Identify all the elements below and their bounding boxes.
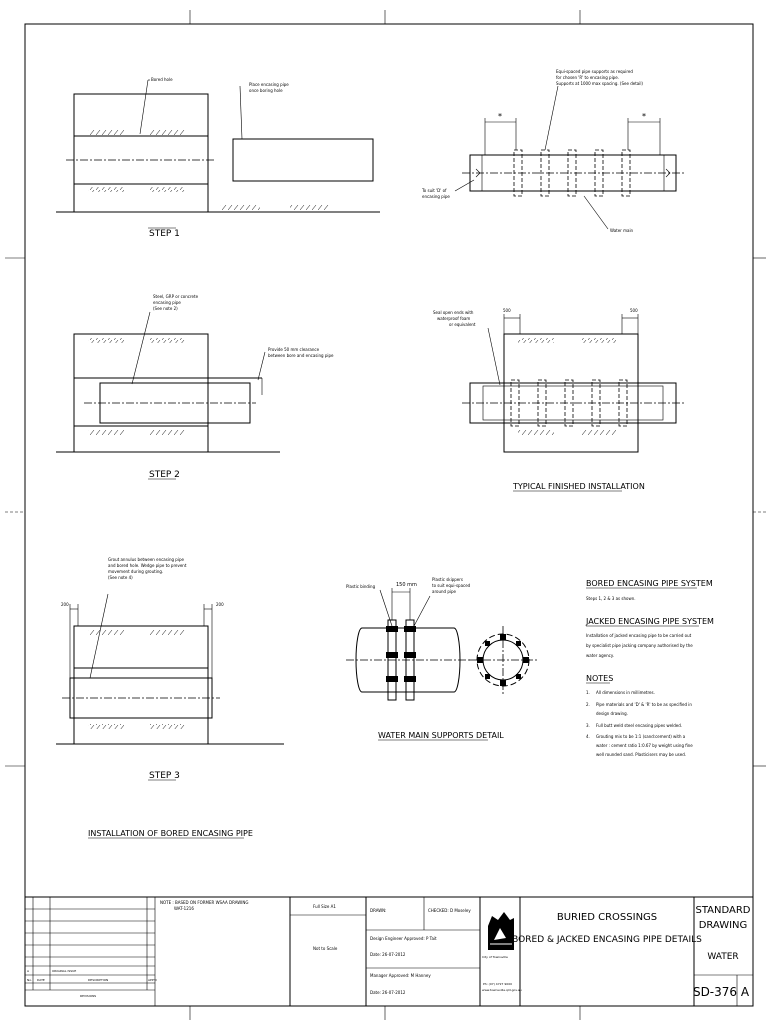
step-3-dim-left: 200: [61, 602, 69, 607]
note-4-text-1: Grouting mix to be 1:1 (sand:cement) with a: [596, 734, 686, 739]
drawing-label: DRAWING: [698, 920, 748, 931]
skipper-note-line-3: around pipe: [432, 589, 456, 594]
council-logo: [488, 912, 514, 950]
step-3-diagram: [56, 594, 284, 780]
supports-note-line-2: for chosen 'R' to encasing pipe.: [556, 75, 619, 80]
supports-note-line-3: Supports at 1000 max spacing. (See detail): [556, 81, 643, 86]
drawing-title-line-1: BURIED CROSSINGS: [556, 912, 658, 923]
drawing-number: SD-376: [692, 985, 738, 999]
note-3-num: 3.: [586, 723, 590, 728]
drawing-revision: A: [740, 985, 750, 999]
grout-note-line-4: (See note 4): [108, 575, 133, 580]
clearance-note-line-2: between bore and encasing pipe: [268, 353, 334, 358]
step-2-diagram: [56, 312, 280, 479]
supports-detail-diagram: [346, 588, 537, 740]
supports-detail-title: WATER MAIN SUPPORTS DETAIL: [378, 731, 504, 740]
installation-title: INSTALLATION OF BORED ENCASING PIPE: [88, 829, 253, 838]
standard-label: STANDARD: [695, 905, 751, 916]
design-date-label: Date: 26-07-2012: [370, 952, 406, 957]
notes-panel: [585, 579, 714, 757]
note-1-text: All dimensions in millimetres.: [596, 690, 655, 695]
notes-title: NOTES: [586, 674, 614, 683]
org-name: City of Townsville: [482, 955, 508, 959]
full-size-label: Full Size A1: [313, 904, 336, 909]
manager-date-label: Date: 26-07-2012: [370, 990, 406, 995]
clearance-note-line-1: Provide 50 mm clearance: [268, 347, 320, 352]
pipe-supports-diagram: [455, 86, 684, 229]
note-2-text-1: Pipe materials and 'D' & 'R' to be as specified in: [596, 702, 692, 707]
manager-label: Manager Approved: M Hanney: [370, 973, 431, 978]
finished-dim-left: 500: [503, 308, 511, 313]
note-3-text: Full butt weld steel encasing pipes welded.: [596, 723, 683, 728]
jacked-text-line-2: by specialist pipe jacking company authorised by the: [586, 643, 693, 648]
revision-description: ORIGINAL ISSUE: [52, 969, 77, 973]
design-engineer-label: Design Engineer Approved: P Tait: [370, 936, 437, 941]
grout-note-line-3: movement during grouting.: [108, 569, 164, 574]
encasing-note-line-1: Place encasing pipe: [249, 82, 289, 87]
based-on-note-line-1: NOTE : BASED ON FORMER WSAA DRAWING: [160, 900, 249, 905]
dim-mark-left: *: [498, 112, 502, 121]
drawing-title-line-2: BORED & JACKED ENCASING PIPE DETAILS: [512, 935, 702, 945]
sheet-border: [5, 10, 766, 1020]
column-appd: APP'D: [148, 978, 157, 982]
grout-note-line-2: and bored hole. Wedge pipe to prevent: [108, 563, 187, 568]
seal-note-line-3: or equivalent: [449, 322, 476, 327]
water-main-label: Water main: [610, 228, 634, 233]
revision-letter: A: [27, 969, 30, 973]
based-on-note-line-2: WAT-1216: [174, 906, 194, 911]
revisions-label: REVISIONS: [80, 994, 97, 998]
step-3-title: STEP 3: [149, 771, 180, 781]
scale-label: Not to Scale: [313, 946, 338, 951]
column-no: No.: [27, 978, 32, 982]
step-1-title: STEP 1: [149, 229, 180, 239]
skipper-note-line-2: to suit equi-spaced: [432, 583, 471, 588]
note-2-text-2: design drawing.: [596, 711, 628, 716]
finished-installation-diagram: [462, 314, 684, 491]
bored-system-title: BORED ENCASING PIPE SYSTEM: [586, 579, 713, 588]
spacing-label: 150 mm: [396, 582, 417, 588]
seal-note-line-1: Seal open ends with: [433, 310, 474, 315]
step-1-diagram: [56, 80, 380, 228]
pipe-note-line-3: (See note 2): [153, 306, 178, 311]
binding-label: Plastic binding: [346, 584, 376, 589]
finished-dim-right: 500: [630, 308, 638, 313]
seal-note-line-2: waterproof foam: [437, 316, 471, 321]
skipper-note-line-1: Plastic skippers: [432, 577, 463, 582]
suit-note-line-2: encasing pipe: [422, 194, 450, 199]
supports-note-line-1: Equi-spaced pipe supports as required: [556, 69, 633, 74]
step-3-dim-right: 200: [216, 602, 224, 607]
pipe-note-line-2: encasing pipe: [153, 300, 181, 305]
note-4-num: 4.: [586, 734, 590, 739]
jacked-system-title: JACKED ENCASING PIPE SYSTEM: [586, 617, 714, 626]
column-description: DESCRIPTION: [88, 978, 109, 982]
finished-title: TYPICAL FINISHED INSTALLATION: [513, 482, 645, 491]
column-date: DATE: [37, 978, 45, 982]
checked-label: CHECKED: D Moseley: [428, 908, 471, 913]
note-4-text-2: water : cement ratio 1:0.67 by weight using fine: [596, 743, 693, 748]
bored-hole-label: Bored hole: [151, 77, 173, 82]
org-website: www.townsville.qld.gov.au: [482, 988, 522, 992]
dim-mark-right: *: [642, 112, 646, 121]
jacked-text-line-3: water agency.: [586, 653, 614, 658]
suit-note-line-1: To suit 'D' of: [422, 188, 447, 193]
step-2-title: STEP 2: [149, 470, 180, 480]
category-label: WATER: [707, 952, 739, 962]
grout-note-line-1: Grout annulus between encasing pipe: [108, 557, 184, 562]
note-1-num: 1.: [586, 690, 590, 695]
pipe-note-line-1: Steel, GRP or concrete: [153, 294, 199, 299]
encasing-note-line-2: once boring hole: [249, 88, 283, 93]
org-phone: Ph: (07) 4727 9000: [483, 982, 513, 986]
jacked-text-line-1: Installation of jacked encasing pipe to be carried out: [586, 633, 692, 638]
note-2-num: 2.: [586, 702, 590, 707]
drawn-label: DRAWN:: [370, 908, 387, 913]
note-4-text-3: well rounded sand. Plasticisers may be used.: [596, 752, 687, 757]
bored-system-text: Steps 1, 2 & 3 as shown.: [586, 596, 636, 601]
